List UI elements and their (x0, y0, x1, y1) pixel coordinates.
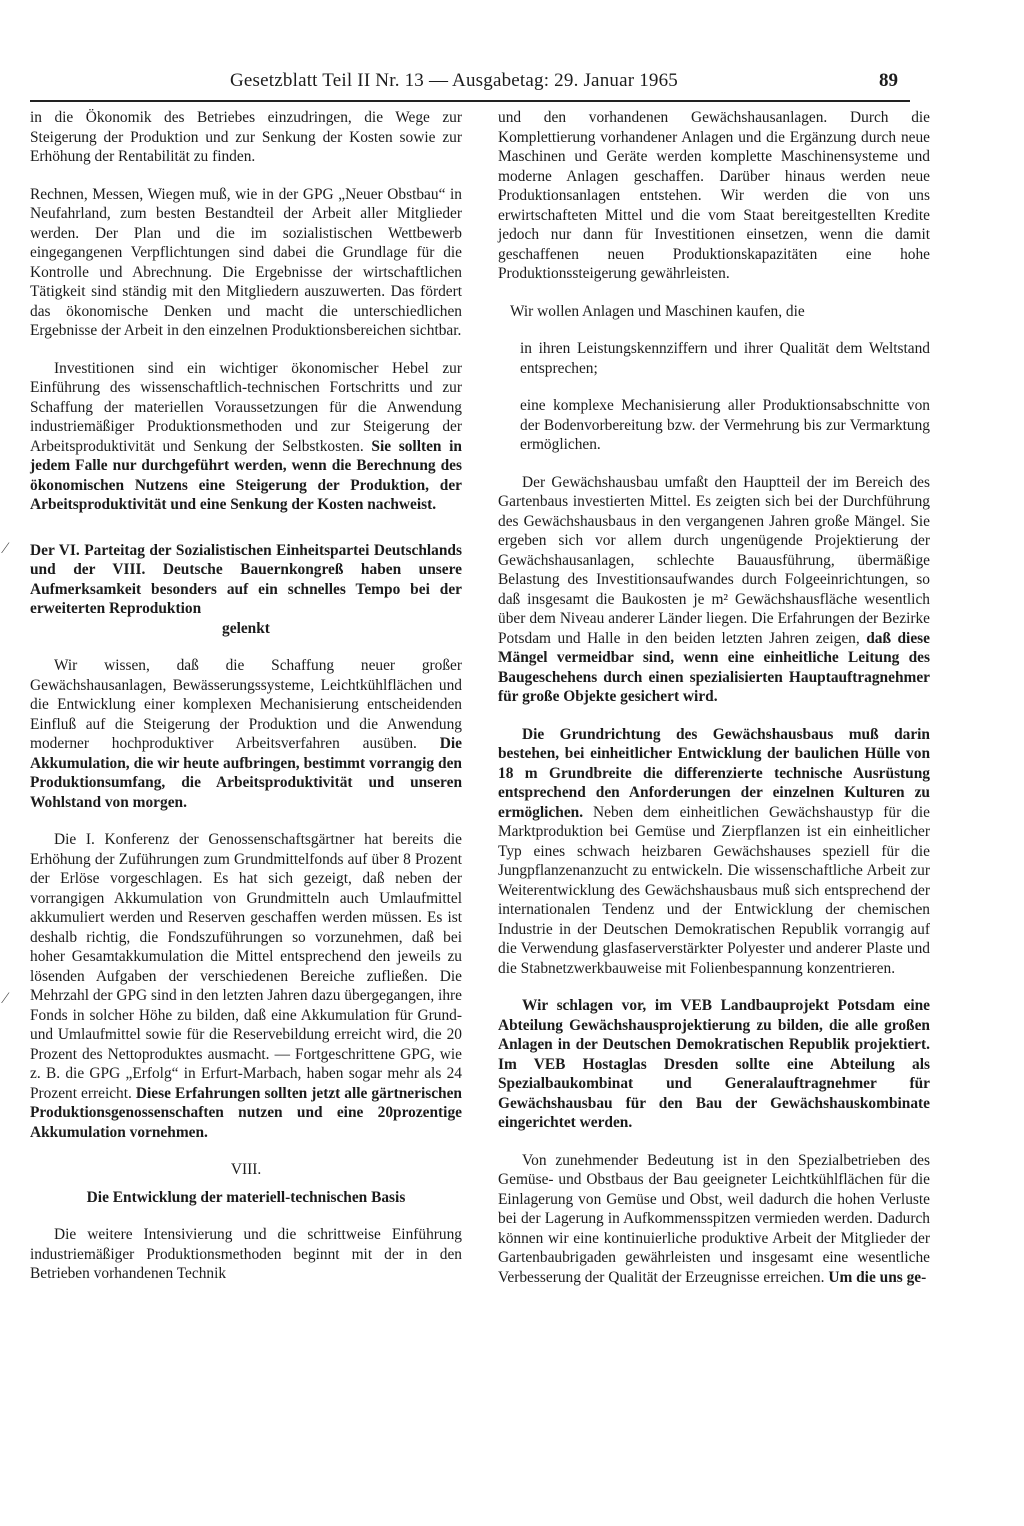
paragraph-bold-text: Die Akkumulation, die wir heute aufbringen, bestimmt vorrangig den Produktionsumfang, die Arbeitsproduktivität und unseren Wohlstand von morgen. (30, 735, 462, 811)
paragraph-text: Neben dem einheitlichen Gewächshaustyp für die Marktproduktion bei Gemüse und Zierpflanzen ist ein einheitlicher Typ eines schwach heizbaren Gewächshauses speziell für die Jungpflanzenanzucht zu entwickeln. Die wissenschaftliche Arbeit zur Weiterentwicklung des Gewächshausbaus muß sich entsprechend der internationalen Tendenz und der Entwicklung der chemischen Industrie in der Deutschen Demokratischen Republik vorrangig auf die Verwendung glasfaserverstärkter Polyester und anderer Plaste und die Stabnetzwerkbauweise mit Folienbespannung konzentrieren. (498, 803, 930, 977)
paragraph-bold-text: daß diese Mängel vermeidbar sind, wenn eine einheitliche Leitung des Baugeschehens durch einen spezialisierten Hauptauftragnehmer für große Objekte gesichert wird. (498, 629, 930, 705)
paragraph-text: Die I. Konferenz der Genossenschaftsgärtner hat bereits die Erhöhung der Zuführungen zum Grundmittelfonds auf über 8 Prozent der Erlöse vorgeschlagen. Es hat sich gezeigt, daß neben der vorrangigen Akkumulation von Grundmitteln auch Umlaufmittel akkumuliert werden und Reserven geschaffen werden müssen. Es ist deshalb richtig, die Fondszuführungen so vorzunehmen, daß bei hoher Gesamtakkumulation die Mittel entsprechend den jeweils zu lösenden Aufgaben der verschiedenen Bereiche zufließen. Die Mehrzahl der GPG sind in den letzten Jahren dazu übergegangen, ihre Fonds in solcher Höhe zu bilden, daß eine Akkumulation für Grund- und Umlaufmittel sowie für die Reservebildung erreicht wird, die 20 Prozent des Nettoproduktes ausmacht. — Fortgeschrittene GPG, wie z. B. die GPG „Erfolg“ in Erfurt-Marbach, haben sogar mehr als 24 Prozent erreicht. (30, 831, 462, 1102)
paragraph-bold-text: Diese Erfahrungen sollten jetzt alle gärtnerischen Produktionsgenossenschaften nutzen und eine 20prozentige Akkumulation vornehmen. (30, 1084, 462, 1141)
page-header (30, 68, 910, 102)
paragraph: in die Ökonomik des Betriebes einzudringen, die Wege zur Steigerung der Produktion und zur Senkung der Kosten sowie zur Erhöhung der Rentabilität zu finden. (30, 109, 462, 165)
paragraph-bold-text: Wir schlagen vor, im VEB Landbauprojekt Potsdam eine Abteilung Gewächshausprojektierung zu bilden, die alle großen Anlagen in der Deutschen Demokratischen Republik projektiert. Im VEB Hostaglas Dresden sollte eine Abteilung als Spezialbaukombinat und Generalauftragnehmer für Gewächshausbau für den Bau der Gewächshauskombinate eingerichtet werden. (498, 997, 930, 1131)
section-number: VIII. (230, 1161, 262, 1178)
paragraph-text: Investitionen sind ein wichtiger ökonomischer Hebel zur Einführung des wissenschaftlich-technischen Fortschritts und zur Schaffung der materiellen Voraussetzungen für die Anwendung industriemäßiger Produktionsmethoden und zur Steigerung der Arbeitsproduktivität und Senkung der Selbstkosten. (30, 359, 462, 455)
paragraph: Rechnen, Messen, Wiegen muß, wie in der GPG „Neuer Obstbau“ in Neufahrland, zum besten Bestandteil der Arbeit aller Mitglieder werden. Der Plan und die im sozialistischen Wettbewerb eingegangenen Verpflichtungen sind dabei die Grundlage für die Kontrolle und Abrechnung. Die Ergebnisse der wirtschaftlichen Tätigkeit sind ständig mit den Mitgliedern auszuwerten. Das fördert das ökonomische Denken und macht die unterschiedlichen Ergebnisse der Arbeit in den einzelnen Produktionsbereichen sichtbar. (30, 185, 462, 339)
list-item: eine komplexe Mechanisierung aller Produktionsabschnitte von der Bodenvorbereitung bzw. der Vermehrung bis zur Vermarktung ermöglichen. (520, 397, 930, 453)
margin-mark: ⁄ (4, 540, 7, 557)
paragraph (498, 1151, 930, 1288)
paragraph (498, 996, 930, 1133)
paragraph (498, 473, 930, 707)
paragraph-bold-text: Die Grundrichtung des Gewächshausbaus muß darin bestehen, bei einheitlicher Entwicklung der baulichen Hülle von 18 m Grundbreite die differenzierte technische Ausrüstung entsprechend den Anforderungen der einzelnen Kulturen zu ermöglichen. (498, 725, 930, 821)
paragraph-bold-text: Um die uns ge- (828, 1268, 927, 1286)
margin-mark: ⁄ (4, 990, 7, 1007)
section-heading (30, 541, 462, 639)
paragraph-text: Von zunehmender Bedeutung ist in den Spezialbetrieben des Gemüse- und Obstbaus der Bau geeigneter Leichtkühlflächen für die Einlagerung von Gemüse und Obst, weil dadurch die hohen Verluste bei der Lagerung in Aufkommensspitzen vermieden werden. Dadurch können wir eine kontinuierliche produktive Arbeit der Mitglieder der Gartenbaubrigaden gewährleisten und insgesamt eine wesentliche Verbesserung der Qualität der Erzeugnisse erreichen. (498, 1151, 930, 1286)
right-column (498, 108, 930, 1305)
paragraph: und den vorhandenen Gewächshausanlagen. Durch die Komplettierung vorhandener Anlagen und die Ergänzung durch neue Maschinen und Geräte werden komplette Maschinensysteme und moderne Anlagen geschaffen. Darüber hinaus werden neue Produktionsanlagen entstehen. Wir werden die von uns erwirtschafteten Mittel und die vom Staat bereitgestellten Kredite jedoch nur dann für Investitionen einsetzen, wenn die damit geschaffenen neuen Produktionskapazitäten eine hohe Produktionssteigerung gewährleisten. (498, 109, 930, 282)
paragraph (30, 656, 462, 812)
paragraph: Wir wollen Anlagen und Maschinen kaufen, die (510, 302, 805, 320)
paragraph: Die weitere Intensivierung und die schrittweise Einführung industriemäßiger Produktionsmethoden beginnt mit der in den Betrieben vorhandenen Technik (30, 1226, 462, 1282)
paragraph-text: Der Gewächshausbau umfaßt den Hauptteil der im Bereich des Gartenbaus investierten Mittel. Es zeigten sich bei der Durchführung des Gewächshausbaus in den vergangenen Jahren große Mängel. Sie ergeben sich vor allem durch ungenügende Projektierung der Gewächshausanlagen, schlechte Bauausführung, übermäßige Belastung des Investitionsaufwandes durch Folgeeinrichtungen, so daß insgesamt die Baukosten je m² Gewächshausfläche wesentlich über dem Niveau anderer Länder liegen. Die Erfahrungen der Bezirke Potsdam und Halle in den beiden letzten Jahren zeigen, (498, 473, 930, 647)
section-title: Die Entwicklung der materiell-technischen Basis (86, 1188, 406, 1206)
header-title: Gesetzblatt Teil II Nr. 13 — Ausgabetag: 29. Januar 1965 (230, 70, 679, 91)
paragraph-bold-text: Sie sollten in jedem Falle nur durchgeführt werden, wenn die Berechnung des ökonomischen Nutzens eine Steigerung der Produktion, der Arbeitsproduktivität und eine Senkung der Kosten nachweist. (30, 437, 462, 513)
paragraph (30, 830, 462, 1142)
paragraph (30, 359, 462, 515)
page-number: 89 (879, 70, 898, 91)
list-item: in ihren Leistungskennziffern und ihrer Qualität dem Weltstand entsprechen; (520, 340, 930, 377)
paragraph (498, 725, 930, 979)
paragraph-text: Wir wissen, daß die Schaffung neuer großer Gewächshausanlagen, Bewässerungssysteme, Leichtkühlflächen und die Entwicklung einer komplexen Mechanisierung entscheidenden Einfluß auf die Steigerung der Produktion und die Anwendung moderner hochproduktiver Arbeitsverfahren ausüben. (30, 657, 462, 752)
section-heading-last-line: gelenkt (222, 619, 270, 637)
section-heading-text: Der VI. Parteitag der Sozialistischen Einheitspartei Deutschlands und der VIII. Deutsche Bauernkongreß haben unsere Aufmerksamkeit besonders auf ein schnelles Tempo bei der erweiterten Reproduktion (30, 541, 462, 617)
left-column (30, 108, 462, 1302)
